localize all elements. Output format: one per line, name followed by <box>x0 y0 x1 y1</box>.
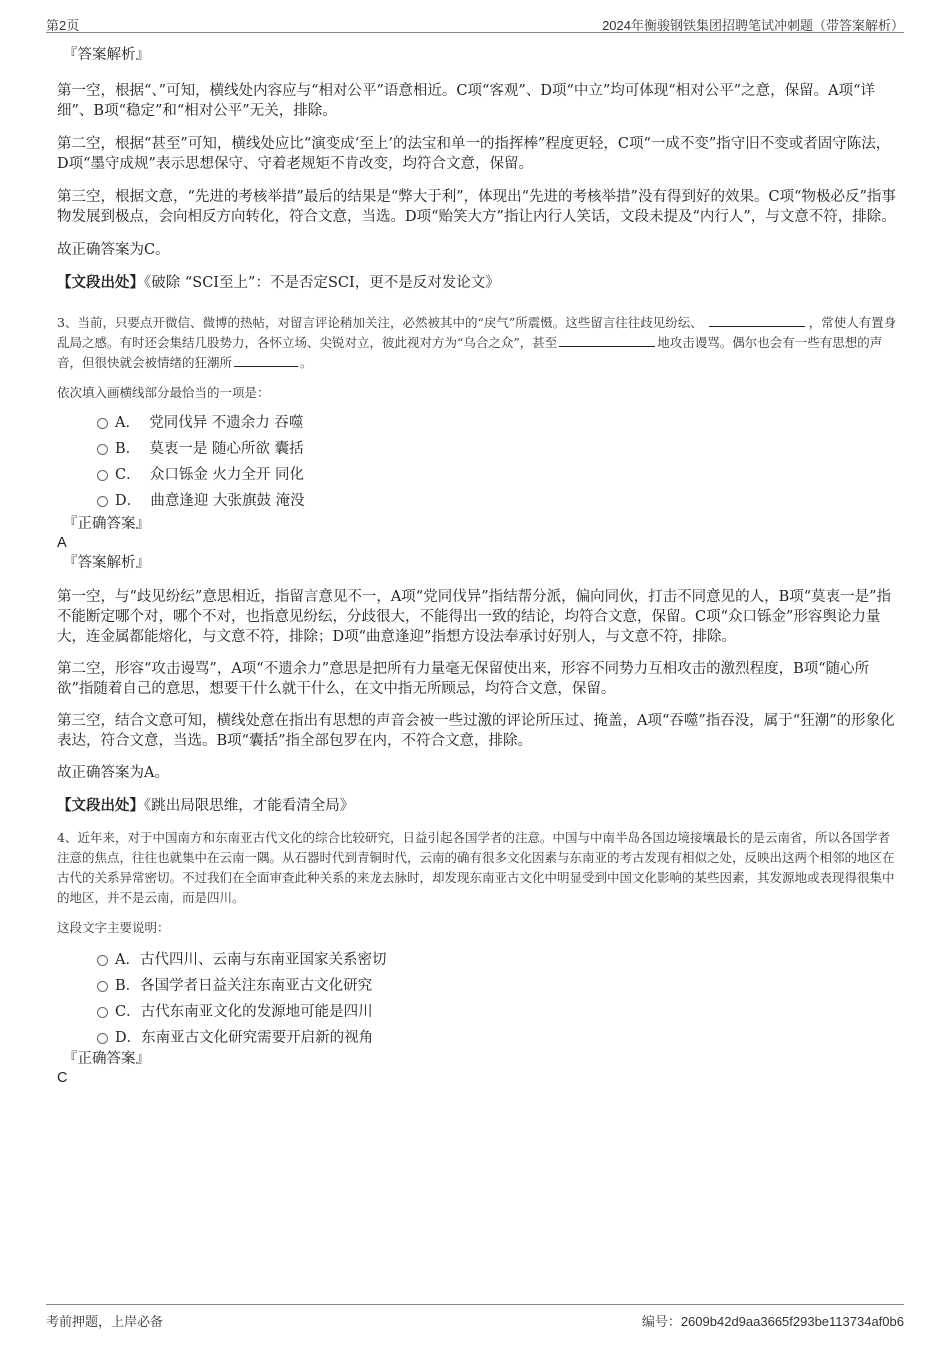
answer-conclusion: 故正确答案为A。 <box>57 765 169 781</box>
page-header <box>46 10 904 33</box>
option-label: A． <box>115 952 140 968</box>
document-title: 2024年衡骏钢铁集团招聘笔试冲刺题（带答案解析） <box>602 18 904 33</box>
radio-button-icon[interactable] <box>97 1033 108 1044</box>
option-text: 众口铄金 火力全开 同化 <box>149 467 305 483</box>
footer-slogan: 考前押题，上岸必备 <box>46 1315 164 1330</box>
analysis-label: 『答案解析』 <box>63 47 150 63</box>
radio-button-icon[interactable] <box>97 955 108 966</box>
correct-answer: A <box>57 535 67 551</box>
option-label: D． <box>115 493 142 509</box>
stem-part: 地攻击谩骂。偶尔也会有一些有思想的声音，但很快就会被情绪的狂潮所 <box>57 335 883 370</box>
option-b[interactable] <box>97 439 897 465</box>
option-list <box>57 950 897 1054</box>
option-label: C． <box>115 467 141 483</box>
question-prompt: 依次填入画横线部分最恰当的一项是： <box>57 385 270 400</box>
question-stem: 4、近年来，对于中国南方和东南亚古代文化的综合比较研究，日益引起各国学者的注意。中国与中南半岛各国边境接壤最长的是云南省，所以各国学者注意的焦点，往往也就集中在云南一隅。从石器时代到青铜时代，云南的确有很多文化因素与东南亚的考古发现有相似之处，反映出这两个相邻的地区在古代的关系异常密切。不过我们在全面审查此种关系的来龙去脉时，却发现东南亚古文化中明显受到中国文化影响的某些因素，其发源地或表现得很集中的地区，并不是云南，而是四川。 <box>57 830 895 905</box>
radio-button-icon[interactable] <box>97 981 108 992</box>
stem-part: ，常使人有置身乱局之感。有时还会集结几股势力，各怀立场、尖锐对立，彼此视对方为“乌合之众”，甚至 <box>57 315 897 350</box>
radio-button-icon[interactable] <box>97 1007 108 1018</box>
document-id <box>642 1311 904 1330</box>
option-label: C． <box>115 1004 141 1020</box>
option-label: B． <box>115 441 141 457</box>
option-label: D． <box>115 1030 142 1046</box>
analysis-paragraph: 第二空，形容“攻击谩骂”，A项“不遗余力”意思是把所有力量毫无保留使出来，形容不同势力互相攻击的激烈程度，B项“随心所欲”指随着自己的意思，想要干什么就干什么，在文中指无所顾忌，均符合文意，保留。 <box>57 661 870 697</box>
analysis-paragraph: 第二空，根据“甚至”可知，横线处应比“演变成‘至上’的法宝和单一的指挥棒”程度更轻，C项“一成不变”指守旧不变或者固守陈法，D项“墨守成规”表示思想保守、守着老规矩不肯改变，均符合文意，保留。 <box>57 136 891 172</box>
option-a[interactable] <box>97 413 897 439</box>
option-d[interactable] <box>97 1028 897 1054</box>
option-label: A． <box>115 415 140 431</box>
stem-part: 。 <box>300 355 313 370</box>
document-id-value: 2609b42d9aa3665f293be113734af0b6 <box>680 1314 904 1329</box>
question-stem <box>57 313 897 373</box>
stem-part: 3、当前，只要点开微信、微博的热帖，对留言评论稍加关注，必然被其中的“戾气”所震慑。这些留言往往歧见纷纭、 <box>57 315 703 330</box>
page-number: 第2页 <box>46 18 80 33</box>
option-label: B． <box>115 978 141 994</box>
fill-blank <box>709 313 805 327</box>
option-c[interactable] <box>97 1002 897 1028</box>
correct-answer: C <box>57 1070 68 1086</box>
analysis-paragraph: 第三空，结合文意可知，横线处意在指出有思想的声音会被一些过激的评论所压过、掩盖，A项“吞噬”指吞没，属于“狂潮”的形象化表达，符合文意，当选。B项“囊括”指全部包罗在内，不符合文意，排除。 <box>57 713 895 749</box>
radio-button-icon[interactable] <box>97 444 108 455</box>
analysis-paragraph: 第三空，根据文意，“先进的考核举措”最后的结果是“弊大于利”，体现出“先进的考核举措”没有得到好的效果。C项“物极必反”指事物发展到极点，会向相反方向转化，符合文意，当选。D项“贻笑大方”指让内行人笑话，文段未提及“内行人”，与文意不符，排除。 <box>57 189 896 225</box>
option-a[interactable] <box>97 950 897 976</box>
source-line <box>57 796 897 816</box>
radio-button-icon[interactable] <box>97 418 108 429</box>
option-text: 古代东南亚文化的发源地可能是四川 <box>140 1004 373 1020</box>
analysis-paragraph: 第一空，根据“、”可知，横线处内容应与“相对公平”语意相近。C项“客观”、D项“中立”均可体现“相对公平”之意，保留。A项“详细”、B项“稳定”和“相对公平”无关，排除。 <box>57 83 875 119</box>
question-prompt: 这段文字主要说明： <box>57 920 170 935</box>
source-text: 《跳出局限思维，才能看清全局》 <box>144 798 355 814</box>
analysis-paragraph: 第一空，与“歧见纷纭”意思相近，指留言意见不一，A项“党同伐异”指结帮分派，偏向同伙，打击不同意见的人，B项“莫衷一是”指不能断定哪个对，哪个不对，也指意见纷纭，分歧很大，不能得出一致的结论，均符合文意，保留。C项“众口铄金”形容舆论力量大，连金属都能熔化，与文意不符，排除；D项“曲意逢迎”指想方设法奉承讨好别人，与文意不符，排除。 <box>57 589 892 645</box>
option-text: 东南亚古文化研究需要开启新的视角 <box>141 1030 374 1046</box>
document-id-label: 编号： <box>641 1314 681 1329</box>
answer-conclusion: 故正确答案为C。 <box>57 242 170 258</box>
fill-blank <box>234 353 298 367</box>
main-content <box>57 44 897 1087</box>
option-b[interactable] <box>97 976 897 1002</box>
option-c[interactable] <box>97 465 897 491</box>
source-text: 《破除 “SCI至上”：不是否定SCI，更不是反对发论文》 <box>144 275 500 291</box>
source-label: 【文段出处】 <box>57 797 144 814</box>
source-line <box>57 273 897 293</box>
option-text: 各国学者日益关注东南亚古文化研究 <box>140 978 373 994</box>
correct-answer-label: 『正确答案』 <box>63 1051 150 1067</box>
option-list <box>57 413 897 517</box>
analysis-label: 『答案解析』 <box>63 555 150 571</box>
option-text: 曲意逢迎 大张旗鼓 淹没 <box>150 493 305 509</box>
radio-button-icon[interactable] <box>97 496 108 507</box>
option-text: 莫衷一是 随心所欲 囊括 <box>149 441 304 457</box>
option-text: 古代四川、云南与东南亚国家关系密切 <box>139 952 387 968</box>
correct-answer-label: 『正确答案』 <box>63 516 150 532</box>
radio-button-icon[interactable] <box>97 470 108 481</box>
option-text: 党同伐异 不遗余力 吞噬 <box>149 415 304 431</box>
option-d[interactable] <box>97 491 897 517</box>
fill-blank <box>559 333 655 347</box>
source-label: 【文段出处】 <box>57 274 144 291</box>
page-footer <box>46 1304 904 1329</box>
